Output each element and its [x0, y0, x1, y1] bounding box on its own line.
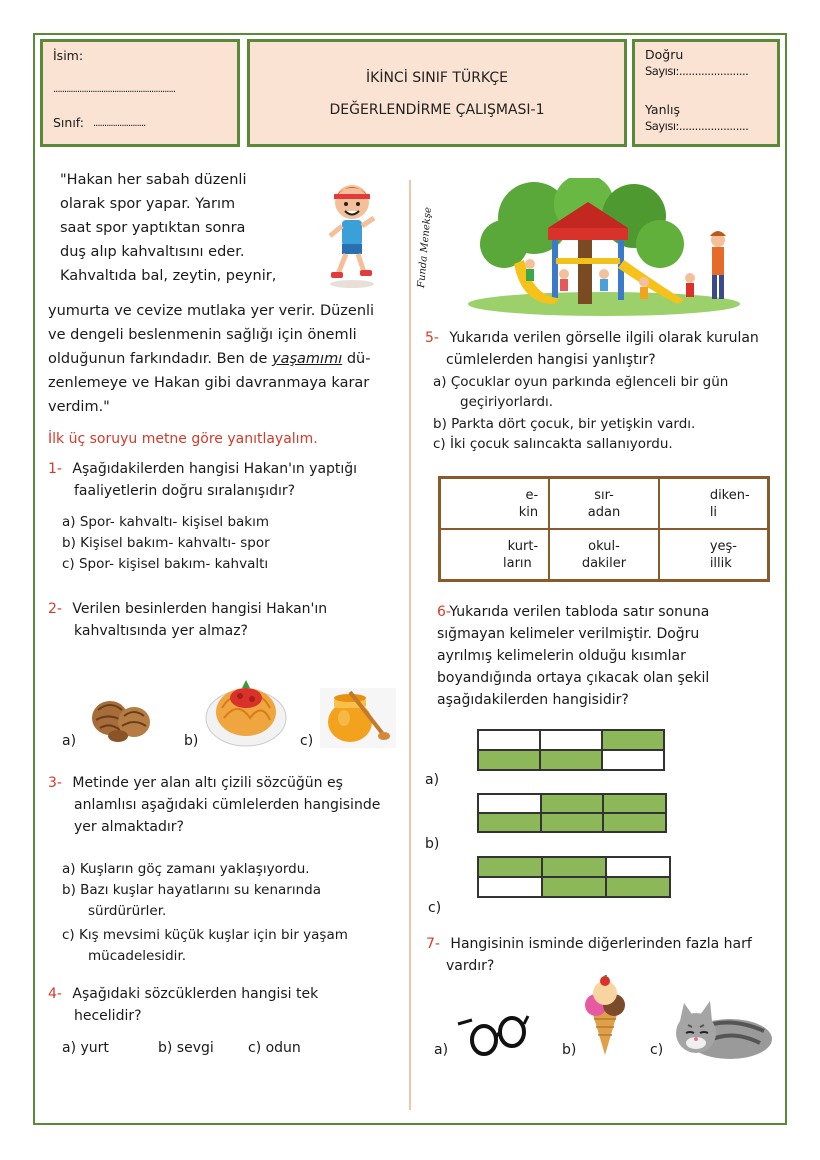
score-box — [632, 39, 780, 147]
q6-grid-b — [477, 793, 667, 833]
passage-line-8 — [48, 347, 370, 371]
q2-text — [48, 598, 327, 620]
passage-line-7: ve dengeli beslenmenin sağlığı için önemli — [48, 327, 357, 343]
q4-option-a[interactable]: a) yurt — [62, 1040, 109, 1056]
passage-line-10: verdim." — [48, 399, 110, 415]
grid-cell — [606, 877, 670, 897]
grid-cell — [603, 794, 666, 813]
q5-option-a-cont: geçiriyorlardı. — [460, 394, 554, 410]
cell-line: yeş- — [709, 538, 737, 554]
q5-line1: Yukarıda verilen görselle ilgili olarak kurulan — [449, 330, 759, 346]
cell-line: adan — [587, 504, 621, 520]
q7-number: 7- — [426, 936, 440, 952]
q6-grid-a — [477, 729, 665, 771]
q7-option-c[interactable]: c) — [650, 1042, 664, 1058]
q1-option-c[interactable]: c) Spor- kişisel bakım- kahvaltı — [62, 556, 269, 572]
q3-line2: anlamlısı aşağıdaki cümlelerden hangisinde — [74, 797, 381, 813]
grid-cell — [540, 750, 602, 770]
glasses-icon — [456, 1010, 530, 1058]
walnut-icon — [86, 688, 154, 744]
q6-line1 — [437, 601, 709, 623]
class-label: Sınıf: — [53, 115, 84, 130]
q3-option-b-cont: sürdürürler. — [88, 903, 167, 919]
q2-line2: kahvaltısında yer almaz? — [74, 623, 248, 639]
q1-option-b[interactable]: b) Kişisel bakım- kahvaltı- spor — [62, 535, 270, 551]
table-cell — [549, 529, 659, 581]
passage-line-5: Kahvaltıda bal, zeytin, peynir, — [60, 268, 277, 284]
q5-option-b[interactable]: b) Parkta dört çocuk, bir yetişkin vardı. — [433, 416, 696, 432]
q6-line5: aşağıdakilerden hangisidir? — [437, 692, 629, 708]
passage-line-8-end: dü- — [342, 351, 371, 367]
table-row — [440, 478, 769, 530]
table-cell — [659, 478, 769, 530]
q3-option-c-cont: mücadelesidir. — [88, 948, 187, 964]
q1-number: 1- — [48, 461, 62, 477]
syllable-table — [438, 476, 770, 582]
cell-line: okul- — [588, 538, 620, 554]
passage-line-8-start: olduğunun farkındadır. Ben de — [48, 351, 273, 367]
q6-option-a[interactable]: a) — [425, 772, 440, 788]
wrong-label: Yanlış — [645, 102, 680, 117]
passage-line-1: "Hakan her sabah düzenli — [60, 172, 247, 188]
grid-cell — [602, 750, 664, 770]
q3-option-b[interactable]: b) Bazı kuşlar hayatlarını su kenarında — [62, 882, 322, 898]
q6-grid-c — [477, 856, 671, 898]
grid-cell — [478, 794, 541, 813]
q5-option-c[interactable]: c) İki çocuk salıncakta sallanıyordu. — [433, 436, 673, 452]
grid-cell — [478, 730, 540, 750]
q5-text — [425, 327, 759, 349]
cell-line: dakiler — [581, 555, 627, 571]
passage-line-2: olarak spor yapar. Yarım — [60, 196, 236, 212]
underlined-word: yaşamımı — [272, 351, 343, 367]
q6-line4: boyandığında ortaya çıkacak olan şekil — [437, 670, 710, 686]
passage-line-9: zenlemeye ve Hakan gibi davranmaya karar — [48, 375, 370, 391]
q6-number: 6- — [437, 604, 450, 620]
column-divider — [409, 180, 411, 1110]
title-box — [247, 39, 627, 147]
q6-option-c[interactable]: c) — [428, 900, 442, 916]
playground-icon — [464, 178, 752, 316]
cell-line: sır- — [594, 487, 614, 503]
q6-option-b[interactable]: b) — [425, 836, 440, 852]
passage-line-4: duş alıp kahvaltısını eder. — [60, 244, 245, 260]
q6-line2: sığmayan kelimeler verilmiştir. Doğru — [437, 626, 700, 642]
cell-line: li — [709, 504, 718, 520]
cell-line: kurt- — [507, 538, 539, 554]
author-signature: Funda Menekşe — [415, 206, 435, 289]
q7-line1: Hangisinin isminde diğerlerinden fazla harf — [450, 936, 752, 952]
running-boy-icon — [318, 180, 386, 290]
name-box — [40, 39, 240, 147]
q5-option-a[interactable]: a) Çocuklar oyun parkında eğlenceli bir gün — [433, 374, 729, 390]
q4-number: 4- — [48, 986, 62, 1002]
q3-text — [48, 772, 343, 794]
q3-line3: yer almaktadır? — [74, 819, 184, 835]
cell-line: ların — [503, 555, 532, 571]
q4-option-c[interactable]: c) odun — [248, 1040, 301, 1056]
grid-cell — [540, 730, 602, 750]
cell-line: kin — [518, 504, 539, 520]
q5-line2: cümlelerden hangisi yanlıştır? — [446, 352, 656, 368]
worksheet-title-line1: İKİNCİ SINIF TÜRKÇE — [366, 70, 508, 86]
q1-text — [48, 458, 357, 480]
grid-cell — [478, 877, 542, 897]
table-cell — [440, 529, 550, 581]
table-cell — [549, 478, 659, 530]
table-cell — [440, 478, 550, 530]
q3-option-c[interactable]: c) Kış mevsimi küçük kuşlar için bir yaşam — [62, 927, 348, 943]
cell-line: illik — [709, 555, 732, 571]
grid-cell — [541, 813, 604, 832]
q4-line1: Aşağıdaki sözcüklerden hangisi tek — [72, 986, 319, 1002]
q6-line3: ayrılmış kelimelerin olduğu kısımlar — [437, 648, 686, 664]
grid-cell — [602, 730, 664, 750]
grid-cell — [541, 794, 604, 813]
table-row — [440, 529, 769, 581]
wrong-line[interactable]: Sayısı:...................... — [645, 119, 749, 133]
grid-cell — [478, 750, 540, 770]
name-line[interactable]: ........................................................ — [53, 84, 176, 95]
q7-line2: vardır? — [446, 958, 495, 974]
q3-option-a[interactable]: a) Kuşların göç zamanı yaklaşıyordu. — [62, 861, 310, 877]
q3-number: 3- — [48, 775, 62, 791]
name-label: İsim: — [53, 48, 84, 63]
grid-cell — [542, 857, 606, 877]
grid-cell — [478, 857, 542, 877]
q2-option-b[interactable]: b) — [184, 733, 199, 749]
q7-option-b[interactable]: b) — [562, 1042, 577, 1058]
q4-option-b[interactable]: b) sevgi — [158, 1040, 214, 1056]
q7-text — [426, 933, 752, 955]
grid-cell — [603, 813, 666, 832]
correct-line[interactable]: Sayısı:...................... — [645, 64, 749, 78]
q5-number: 5- — [425, 330, 439, 346]
spaghetti-icon — [204, 668, 288, 750]
q3-line1: Metinde yer alan altı çizili sözcüğün eş — [72, 775, 343, 791]
grid-cell — [478, 813, 541, 832]
q2-option-c[interactable]: c) — [300, 733, 314, 749]
passage-line-3: saat spor yaptıktan sonra — [60, 220, 246, 236]
grid-cell — [542, 877, 606, 897]
cat-icon — [668, 985, 774, 1061]
q6-text1: Yukarıda verilen tabloda satır sonuna — [449, 604, 710, 620]
instruction: İlk üç soruyu metne göre yanıtlayalım. — [48, 431, 318, 447]
q1-line1: Aşağıdakilerden hangisi Hakan'ın yaptığı — [72, 461, 358, 477]
correct-label: Doğru — [645, 47, 684, 62]
table-cell — [659, 529, 769, 581]
q2-option-a[interactable]: a) — [62, 733, 77, 749]
worksheet-title-line2: DEĞERLENDİRME ÇALIŞMASI-1 — [329, 102, 545, 118]
q1-option-a[interactable]: a) Spor- kahvaltı- kişisel bakım — [62, 514, 270, 530]
honey-icon — [320, 688, 396, 748]
ice-cream-icon — [580, 975, 630, 1057]
q1-line2: faaliyetlerin doğru sıralanışıdır? — [74, 483, 296, 499]
q2-number: 2- — [48, 601, 62, 617]
passage-line-6: yumurta ve cevize mutlaka yer verir. Düzenli — [48, 303, 375, 319]
q4-text — [48, 983, 318, 1005]
q2-line1: Verilen besinlerden hangisi Hakan'ın — [72, 601, 328, 617]
cell-line: e- — [525, 487, 539, 503]
class-line[interactable]: ........................ — [93, 118, 146, 129]
q7-option-a[interactable]: a) — [434, 1042, 449, 1058]
grid-cell — [606, 857, 670, 877]
q4-line2: hecelidir? — [74, 1008, 142, 1024]
cell-line: diken- — [709, 487, 750, 503]
